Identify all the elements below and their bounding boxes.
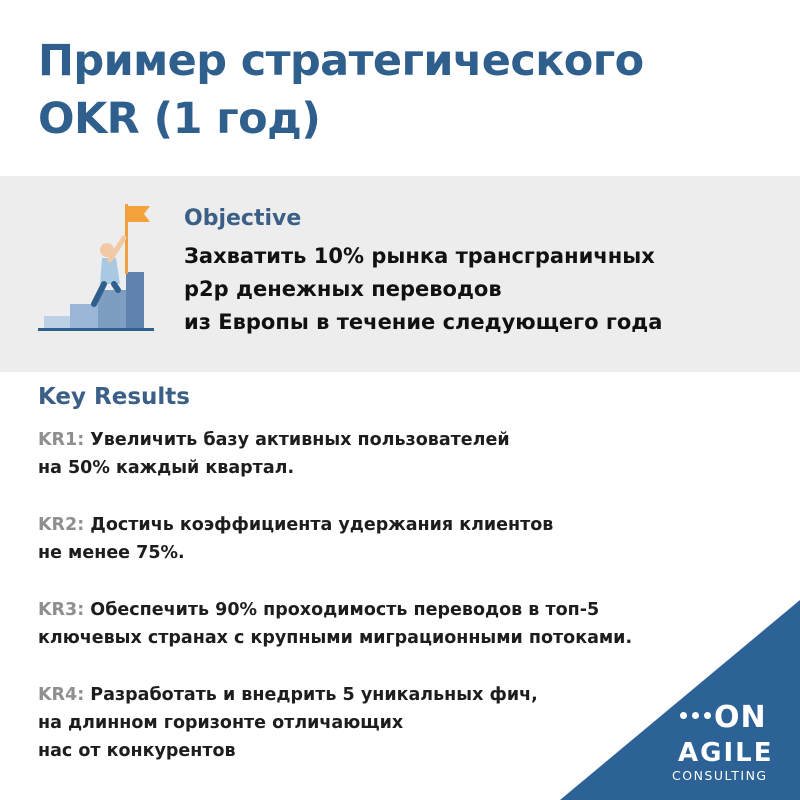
flag-climber-icon	[34, 200, 162, 336]
logo-on-text: ON	[714, 700, 767, 735]
key-result-line: на длинном горизонте отличающих	[38, 713, 404, 733]
key-result-id: KR2:	[38, 515, 85, 535]
page-title	[38, 32, 778, 148]
key-result-line	[38, 426, 738, 454]
logo-dot	[680, 712, 687, 719]
logo-dot	[692, 712, 699, 719]
objective-label: Objective	[184, 206, 302, 231]
key-result-line: ключевых странах с крупными миграционными потоками.	[38, 628, 633, 648]
logo-consulting-text: CONSULTING	[672, 768, 768, 783]
page-title-line-2: OKR (1 год)	[38, 94, 321, 144]
key-result-text: Разработать и внедрить 5 уникальных фич,	[84, 685, 538, 705]
key-result-text: Увеличить базу активных пользователей	[84, 430, 510, 450]
objective-line: Захватить 10% рынка трансграничных	[184, 244, 655, 268]
page-title-line-1: Пример стратегического	[38, 36, 644, 86]
key-result-text: Обеспечить 90% проходимость переводов в топ-5	[84, 600, 600, 620]
key-result-line: нас от конкурентов	[38, 741, 236, 761]
objective-line: p2p денежных переводов	[184, 277, 502, 301]
key-result-item	[38, 511, 738, 567]
objective-text	[184, 240, 784, 339]
key-results-title: Key Results	[38, 384, 190, 410]
key-result-text: Достичь коэффициента удержания клиентов	[84, 515, 554, 535]
key-result-item	[38, 426, 738, 482]
logo-agile-text: AGILE	[678, 738, 774, 768]
logo-dot	[704, 712, 711, 719]
key-result-id: KR4:	[38, 685, 85, 705]
key-result-line: на 50% каждый квартал.	[38, 458, 295, 478]
key-result-id: KR3:	[38, 600, 85, 620]
key-result-line	[38, 511, 738, 539]
key-result-id: KR1:	[38, 430, 85, 450]
key-result-line: не менее 75%.	[38, 543, 185, 563]
objective-line: из Европы в течение следующего года	[184, 310, 663, 334]
